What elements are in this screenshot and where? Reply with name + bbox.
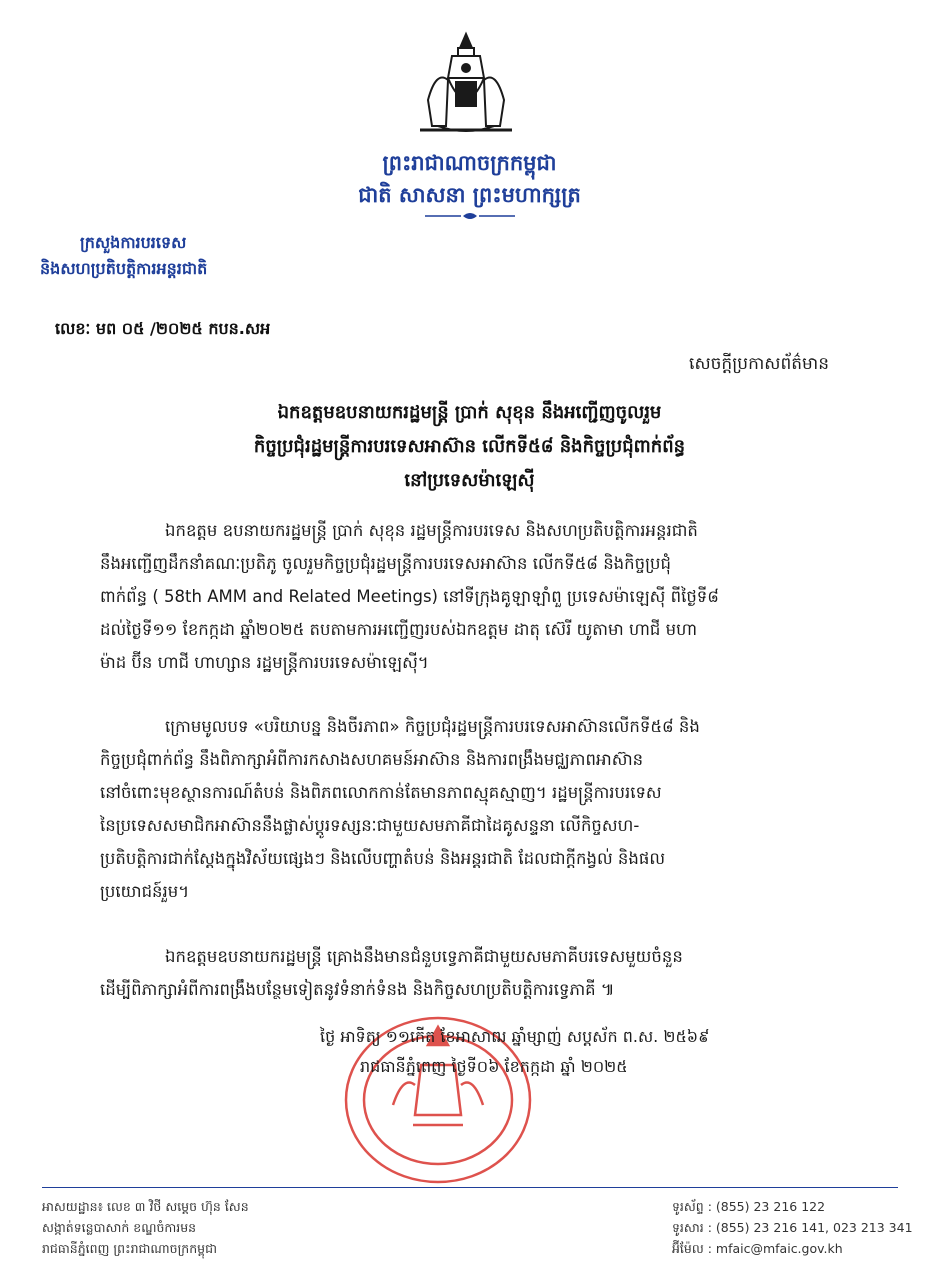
footer-address <box>42 1196 249 1259</box>
royal-coat-of-arms-icon <box>408 30 524 142</box>
kingdom-name: ព្រះរាជាណាចក្រកម្ពុជា <box>382 151 557 175</box>
footer-divider <box>42 1187 898 1188</box>
date-block <box>320 1022 709 1082</box>
paragraph-line: ប្រតិបត្តិការជាក់ស្តែងក្នុងវិស័យផ្សេងៗ និងលើបញ្ហាតំបន់ និងអន្តរជាតិ ដែលជាក្តីកង្វល់ និងផល <box>100 849 666 868</box>
address-line: សង្កាត់ទន្លេបាសាក់ ខណ្ឌចំការមន <box>42 1220 197 1235</box>
body-paragraph-1 <box>100 514 845 679</box>
paragraph-line: ពាក់ព័ន្ធ ( 58th AMM and Related Meetings) នៅទីក្រុងគូឡាឡាំពួ ប្រទេសម៉ាឡេស៊ី ពីថ្ងៃទី៨ <box>100 587 719 606</box>
document-type: សេចក្តីប្រកាសព័ត៌មាន <box>689 354 829 374</box>
footer-contact <box>672 1196 913 1259</box>
ministry-name-line1: ក្រសួងការបរទេស <box>80 233 187 252</box>
gregorian-date: រាជធានីភ្នំពេញ ថ្ងៃទី០៦ ខែកក្កដា ឆ្នាំ ២០២៥ <box>360 1057 628 1076</box>
paragraph-line: នៅចំពោះមុខស្ថានការណ៍តំបន់ និងពិភពលោកកាន់តែមានភាពស្មុគស្មាញ។ រដ្ឋមន្ត្រីការបរទេស <box>100 783 662 802</box>
paragraph-line: ឯកឧត្តម ឧបនាយករដ្ឋមន្ត្រី ប្រាក់ សុខុន រដ្ឋមន្ត្រីការបរទេស និងសហប្រតិបត្តិការអន្តរជាតិ <box>165 521 698 540</box>
paragraph-line: ដើម្បីពិភាក្សាអំពីការពង្រឹងបន្ថែមទៀតនូវទំនាក់ទំនង និងកិច្ចសហប្រតិបត្តិការទ្វេភាគី ៕ <box>100 980 615 999</box>
ministry-name-line2: និងសហប្រតិបត្តិការអន្តរជាតិ <box>40 259 208 278</box>
paragraph-line: ម៉ាដ ប៊ីន ហាជី ហាហ្សាន រដ្ឋមន្ត្រីការបរទេសម៉ាឡេស៊ី។ <box>100 653 429 672</box>
national-motto: ជាតិ សាសនា ព្រះមហាក្សត្រ <box>358 183 581 207</box>
title-line: កិច្ចប្រជុំរដ្ឋមន្ត្រីការបរទេសអាស៊ាន លើកទី៥៨ និងកិច្ចប្រជុំពាក់ព័ន្ធ <box>253 436 686 457</box>
paragraph-line: ក្រោមមូលបទ «បរិយាបន្ន និងចីរភាព» កិច្ចប្រជុំរដ្ឋមន្ត្រីការបរទេសអាស៊ានលើកទី៥៨ និង <box>165 717 700 736</box>
paragraph-line: នៃប្រទេសសមាជិកអាស៊ាននឹងផ្លាស់ប្តូរទស្សនៈជាមួយសមភាគីជាដៃគូសន្ទនា លើកិច្ចសហ- <box>100 816 640 835</box>
ornament-divider <box>425 212 515 220</box>
body-paragraph-2 <box>100 710 845 908</box>
fax: ទូរសារ : (855) 23 216 141, 023 213 341 <box>672 1220 913 1235</box>
title-line: ឯកឧត្តមឧបនាយករដ្ឋមន្ត្រី ប្រាក់ សុខុន នឹងអញ្ជើញចូលរួម <box>277 402 662 423</box>
paragraph-line: ដល់ថ្ងៃទី១១ ខែកក្កដា ឆ្នាំ២០២៥ តបតាមការអញ្ជើញរបស់ឯកឧត្តម ដាតុ ស៊េរី យូតាមា ហាជី មហា <box>100 620 698 639</box>
paragraph-line: ឯកឧត្តមឧបនាយករដ្ឋមន្ត្រី គ្រោងនឹងមានជំនួបទ្វេភាគីជាមួយសមភាគីបរទេសមួយចំនួន <box>165 947 683 966</box>
paragraph-line: កិច្ចប្រជុំពាក់ព័ន្ធ នឹងពិភាក្សាអំពីការកសាងសហគមន៍អាស៊ាន និងការពង្រឹងមជ្ឈភាពអាស៊ាន <box>100 750 644 769</box>
reference-number: លេខៈ មព ០៥ /២០២៥ កបន.សអ <box>55 319 271 338</box>
address-line: អាសយដ្ឋាន៖ លេខ ៣ វិថី សម្តេច ហ៊ុន សែន <box>42 1199 249 1214</box>
address-line: រាជធានីភ្នំពេញ ព្រះរាជាណាចក្រកម្ពុជា <box>42 1241 217 1256</box>
email-link[interactable]: អ៊ីម៉ែល : mfaic@mfaic.gov.kh <box>672 1241 843 1256</box>
phone: ទូរស័ព្ទ : (855) 23 216 122 <box>672 1199 826 1214</box>
paragraph-line: នឹងអញ្ជើញដឹកនាំគណៈប្រតិភូ ចូលរួមកិច្ចប្រជុំរដ្ឋមន្ត្រីការបរទេសអាស៊ាន លើកទី៥៨ និងកិច្ចប្រជុំ <box>100 554 671 573</box>
paragraph-line: ប្រយោជន៍រួម។ <box>100 882 190 901</box>
title-line: នៅប្រទេសម៉ាឡេស៊ី <box>404 470 535 491</box>
lunar-date: ថ្ងៃ អាទិត្យ ១១កើត ខែអាសាឍ ឆ្នាំម្សាញ់ សប្តស័ក ព.ស. ២៥៦៩ <box>320 1027 710 1046</box>
body-paragraph-3 <box>100 940 845 1006</box>
